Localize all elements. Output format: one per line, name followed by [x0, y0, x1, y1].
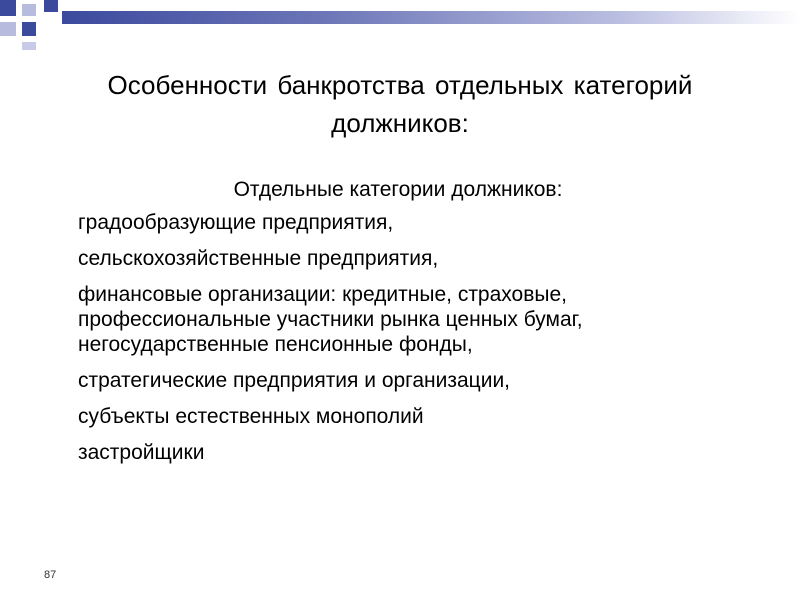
header-gradient-bar	[62, 11, 800, 24]
decorative-square	[0, 22, 16, 36]
decorative-square	[44, 0, 58, 12]
list-item: сельскохозяйственные предприятия,	[78, 247, 439, 270]
list-item: стратегические предприятия и организации,	[78, 369, 511, 392]
decorative-square	[22, 4, 36, 16]
page-number: 87	[44, 569, 57, 581]
list-item: финансовые организации: кредитные, страховые, профессиональные участники рынка ценных бумаг, негосударственные пенсионные фонды,	[78, 283, 583, 356]
decorative-square	[22, 22, 36, 36]
decorative-square	[22, 42, 36, 50]
slide-subtitle: Отдельные категории должников:	[233, 178, 563, 201]
list-item: градообразующие предприятия,	[78, 211, 394, 234]
decorative-square	[0, 0, 16, 16]
slide-title: Особенности банкротства отдельных категорий должников:	[107, 70, 693, 138]
list-item: застройщики	[78, 441, 205, 464]
list-item: субъекты естественных монополий	[78, 405, 424, 428]
slide-content	[78, 177, 758, 476]
debtor-category-list	[78, 210, 758, 465]
